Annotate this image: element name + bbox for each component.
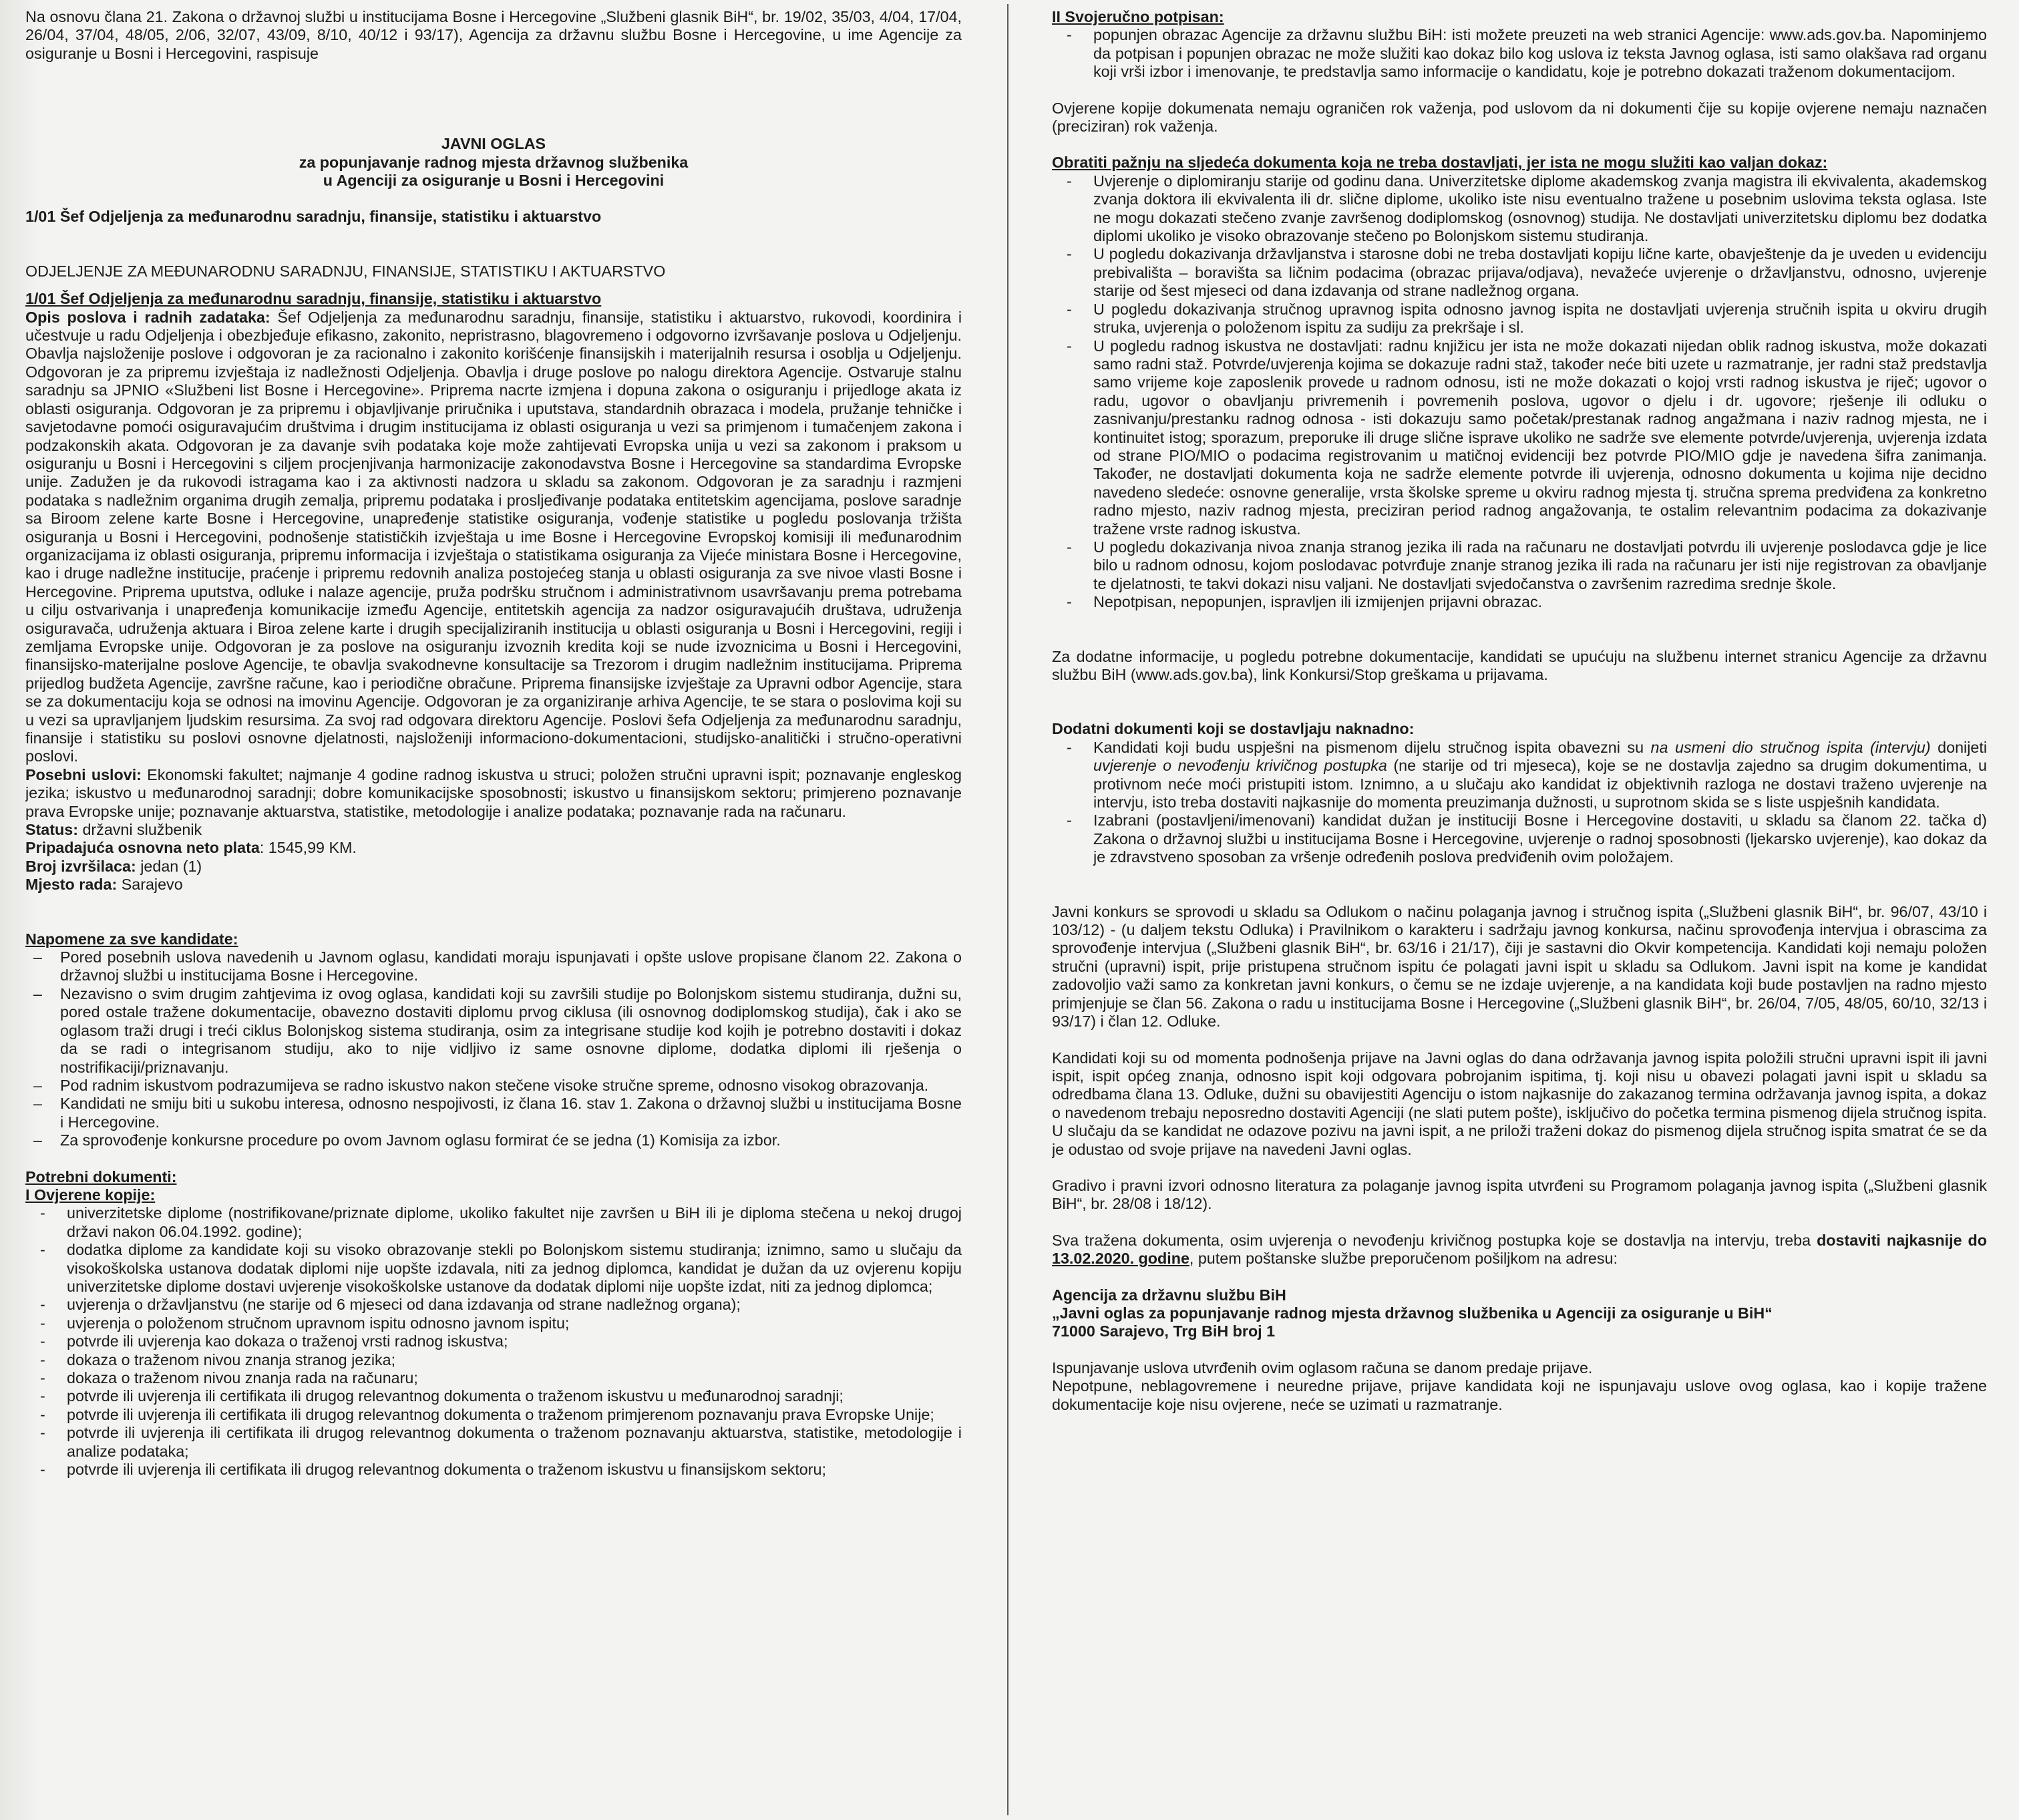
list-item: - uvjerenja o položenom stručnom upravnom ispitu odnosno javnom ispitu;: [25, 1314, 962, 1332]
list-item: - U pogledu dokazivanja stručnog upravnog ispita odnosno javnog ispita ne dostavljati uvjerenja stručnih ispita u okviru drugih struka, uvjerenja o položenom ispitu za sudiju za prekršaje i sl.: [1052, 301, 1987, 337]
status-value: državni službenik: [82, 821, 202, 839]
salary-label: Pripadajuća osnovna neto plata: [25, 839, 260, 857]
text-part: Kandidati koji budu uspješni na pismenom dijelu stručnog ispita obavezni su: [1093, 738, 1651, 756]
workplace-value: Sarajevo: [121, 876, 183, 894]
attention-heading: Obratiti pažnju na sljedeća dokumenta koja ne treba dostavljati, jer ista ne mogu služiti kao valjan dokaz:: [1052, 154, 1828, 172]
public-exam-paragraph: Javni konkurs se sprovodi u skladu sa Odlukom o načinu polaganja javnog i stručnog ispita („Službeni glasnik BiH“, br. 96/07, 43/10 i 103/12) - (u daljem tekstu Odluka) i Pravilnikom o karakteru i sadržaju javnog konkursa, načinu sprovođenja intervjua i obrascima za sprovođenje intervjua („Službeni glasnik BiH“, br. 63/16 i 21/17), čiji je sastavni dio Okvir kompetencija. Kandidati koji nemaju položen stručni (upravni) ispit, prije pristupena stručnom ispitu će polagati javni ispit u skladu sa Odlukom. Javni ispit na kome je kandidat zadovoljio važi samo za konkretan javni konkurs, o čemu se ne izdaje uvjerenje, a na kandidata koji bude postavljen na radno mjesto primjenjuje se član 56. Zakona o radu u institucijama Bosne i Hercegovine („Službeni glasnik BiH“, br. 26/04, 7/05, 48/05, 60/10, 32/13 i 93/17) i član 12. Odluke.: [1052, 902, 1987, 1031]
additional-info: Za dodatne informacije, u pogledu potrebne dokumentacije, kandidati se upućuju na službenu internet stranicu Agencije za državnu službu BiH (www.ads.gov.ba), link Konkursi/Stop greškama u prijavama.: [1052, 647, 1987, 683]
list-item: - potvrde ili uvjerenja ili certifikata ili drugog relevantnog dokumenta o traženom iskustvu u finansijskom sektoru;: [25, 1461, 962, 1479]
list-item: - Nepotpisan, nepopunjen, ispravljen ili izmijenjen prijavni obrazac.: [1052, 593, 1987, 611]
text-part: Sva tražena dokumenta, osim uvjerenja o nevođenju krivičnog postupka koje se dostavlja na intervju, treba: [1052, 1231, 1817, 1249]
salary-value: 1545,99 KM.: [268, 839, 357, 857]
notes-heading: Napomene za sve kandidate:: [25, 930, 238, 948]
announcement-subtitle-1: za popunjavanje radnog mjesta državnog službenika: [299, 153, 689, 171]
special-conditions-label: Posebni uslovi:: [25, 765, 142, 783]
executors-value: jedan (1): [140, 857, 202, 875]
text-part-italic: uvjerenje o nevođenju krivičnog postupka: [1093, 757, 1387, 775]
deadline-bold: dostaviti najkasnije do: [1817, 1231, 1987, 1249]
address-line-3: 71000 Sarajevo, Trg BiH broj 1: [1052, 1322, 1276, 1340]
position-heading: 1/01 Šef Odjeljenja za međunarodnu saradnju, finansije, statistiku i aktuarstvo: [25, 208, 602, 226]
position-subheading: 1/01 Šef Odjeljenja za međunarodnu saradnju, finansije, statistiku i aktuarstvo: [25, 290, 602, 308]
list-item: - potvrde ili uvjerenja kao dokaza o traženoj vrsti radnog iskustva;: [25, 1332, 962, 1350]
list-item: - dokaza o traženom nivou znanja rada na računaru;: [25, 1369, 962, 1387]
certified-copies-heading: I Ovjerene kopije:: [25, 1186, 156, 1204]
list-item: - popunjen obrazac Agencije za državnu službu BiH: isti možete preuzeti na web stranici Agencije: www.ads.gov.ba. Napominjemo da potpisan i popunjen obrazac ne može služiti kao dokaz bilo kog uslova iz teksta Javnog oglasa, isti samo olakšava rad organu koji vrši izbor i imenovanje, te predstavlja samo informacije o kandidatu, koje je potrebno dokazati traženom dokumentacijom.: [1052, 26, 1987, 81]
list-item: – Pod radnim iskustvom podrazumijeva se radno iskustvo nakon stečene visoke stručne spreme, odnosno visokog obrazovanja.: [25, 1077, 962, 1095]
column-divider: [1007, 4, 1008, 1815]
left-column: [25, 8, 962, 1811]
deadline-paragraph: [1052, 1232, 1987, 1268]
list-item: - U pogledu dokazivanja nivoa znanja stranog jezika ili rada na računaru ne dostavljati potvrdu ili uvjerenje poslodavca gdje je lice bilo u radnom odnosu, kojom poslodavac potvrđuje znanje stranog jezika ili rada na računaru jer isti nije registrovan za obavljanje te djelatnosti, te takvi dokazi nisu valjani. Ne dostavljati svjedočanstva o završenim razredima srednje škole.: [1052, 538, 1987, 593]
attention-list: [1052, 172, 1987, 612]
address-line-2: „Javni oglas za popunjavanje radnog mjesta državnog službenika u Agenciji za osiguranje u BiH“: [1052, 1304, 1773, 1322]
text-part: donijeti: [1930, 738, 1987, 756]
status-label: Status:: [25, 821, 78, 839]
list-item: - uvjerenja o državljanstvu (ne starije od 6 mjeseci od dana izdavanja od strane nadležnog organa);: [25, 1296, 962, 1314]
list-item: – Kandidati ne smiju biti u sukobu interesa, odnosno nespojivosti, iz člana 16. stav 1. Zakona o državnoj službi u institucijama Bosne i Hercegovine.: [25, 1095, 962, 1131]
announcement-subtitle-2: u Agenciji za osiguranje u Bosni i Hercegovini: [323, 172, 665, 190]
deadline-date: 13.02.2020. godine: [1052, 1250, 1189, 1268]
list-item: - potvrde ili uvjerenja ili certifikata ili drugog relevantnog dokumenta o traženom poznavanju aktuarstva, statistike, metodologije i analize podataka;: [25, 1424, 962, 1461]
right-column: [1052, 8, 1987, 1811]
executors-line: [25, 858, 962, 876]
duties-text: Šef Odjeljenja za međunarodnu saradnju, finansije, statistiku i aktuarstvo, rukovodi, koordinira i učestvuje u radu Odjeljenja i obezbjeđuje efikasno, zakonito, nepristrasno, blagovremeno i odgovorno izvršavanje poslova u Odjeljenju. Obavlja najsloženije poslove i odgovoran je za racionalno i zakonito korišćenje finansijskih i materijalnih resursa i osoblja u Odjeljenju. Odgovoran je za pripremu izvještaja iz nadležnosti Odjeljenja. Obavlja i druge poslove po nalogu direktora Agencije. Ostvaruje stalnu saradnju sa JPNIO «Službeni list Bosne i Hercegovine». Priprema nacrte izmjena i dopuna zakona o osiguranju i prijedloge akata iz oblasti osiguranja. Odgovoran je za pripremu i objavljivanje priručnika i uputstava, standardnih obrazaca i modela, pružanje tehničke i savjetodavne pomoći osiguravajućim društvima i drugim institucijama iz oblasti osiguranja u vezi sa primjenom i tumačenjem zakona i podzakonskih akata. Odgovoran je za davanje svih podataka koje može zahtijevati Evropska unija u vezi sa zakonom i praksom u osiguranju u Bosni i Hercegovini s ciljem procjenjivanja harmonizacije zakonodavstva Bosne i Hercegovine sa standardima Evropske unije. Zadužen je da rukovodi istragama kao i za aktivnosti nadzora u skladu sa zakonom. Odgovoran je za saradnju i razmjeni podataka s nadležnim organima drugih zemalja, pripremu podataka i prosljeđivanje podataka entitetskim agencijama, poslove saradnje sa Biroom zelene karte Bosne i Hercegovine, unapređenje statistike osiguranja, vođenje statistike u pogledu poslovanja tržišta osiguranja u Bosni i Hercegovini, podnošenje statističkih izvještaja u ime Bosne i Hercegovine Evropskoj komisiji ili međunarodnim organizacijama iz oblasti osiguranja, pripremu informacija i izvještaja o statistikama osiguranja za Vijeće ministara Bosne i Hercegovine, kao i druge nadležne institucije, praćenje i pripremu redovnih analiza postojećeg stanja u oblasti osiguranja za sve nivoe vlasti Bosne i Hercegovine. Priprema uputstva, odluke i nalaze agencije, pruža podršku stručnom i administrativnom usavršavanju prema potrebama u cilju ostvarivanja i unapređenja komunikacije između Agencije, entitetskih agencija za nadzor osiguravajućih društava, udruženja osiguravača, udruženja aktuara i Biroa zelene karte i drugih specijaliziranih institucija u oblasti osiguranja u Bosni i Hercegovini, regiji i zemljama Evropske unije. Odgovoran je za poslove na osiguranju izvoznih kredita koji se nude izvoznicima u Bosni i Hercegovini, finansijsko-materijalne poslove Agencije, te obavlja svakodnevne konsultacije sa Trezorom i drugim nadležnim institucijama. Priprema prijedlog budžeta Agencije, završne račune, kao i periodične obračune. Priprema finansijske izvještaje za Upravni odbor Agencije, stara se za dokumentaciju koja se odnosi na imovinu Agencije. Odgovoran je za organiziranje arhiva Agencije, te se stara o poslovima koji su u vezi sa upravljanjem ljudskim resursima. Za svoj rad odgovara direktoru Agencije. Poslovi šefa Odjeljenja za međunarodnu saradnju, finansije i statistiku su poslovi osnovne djelatnosti, najsloženiji informaciono-dokumentacioni, studijsko-analitički i stručno-operativni poslovi.: [25, 308, 962, 765]
workplace-label: Mjesto rada:: [25, 876, 118, 894]
list-item: - potvrde ili uvjerenja ili certifikata ili drugog relevantnog dokumenta o traženom primjerenom poznavanju prava Evropske Unije;: [25, 1406, 962, 1424]
list-item: – Za sprovođenje konkursne procedure po ovom Javnom oglasu formirat će se jedna (1) Komisija za izbor.: [25, 1131, 962, 1149]
literature-paragraph: Gradivo i pravni izvori odnosno literatura za polaganje javnog ispita utvrđeni su Programom polaganja javnog ispita („Službeni glasnik BiH“, br. 28/08 i 18/12).: [1052, 1176, 1987, 1213]
special-conditions-text: Ekonomski fakultet; najmanje 4 godine radnog iskustva u struci; položen stručni upravni ispit; poznavanje engleskog jezika; iskustvo u međunarodnoj saradnji; dobre komunikacijske sposobnosti; iskustvo u finansijskom sektoru; primjereno poznavanje prava Evropske unije; poznavanje aktuarstva, statistike, metodologije i analize podataka; poznavanje rada na računaru.: [25, 765, 962, 820]
text-part: (ne starije od tri mjeseca), koje se ne dostavlja zajedno sa drugim dokumentima, u protivnom neće moći pristupiti istom. Iznimno, a u slučaju ako kandidat iz objektivnih razloga ne dostavi traženo uvjerenje na intervju, isto treba dostaviti najkasnije do momenta preuzimanja dužnosti, u suprotnom skida se s liste uspješnih kandidata.: [1093, 757, 1987, 811]
exam-candidates-paragraph: Kandidati koji su od momenta podnošenja prijave na Javni oglas do dana održavanja javnog ispita položili stručni upravni ispit ili javni ispit, ispit općeg znanja, odnosno ispit koji odgovara pobrojanim ispitima, tj. koji nisu u obavezi polagati javni ispit u skladu sa odredbama člana 13. Odluke, dužni su obavijestiti Agenciju o istom najkasnije do zakazanog termina održavanja javnog ispita, a dokaz o navedenom trebaju neposredno dostaviti Agenciji (ne slati putem pošte), isključivo do početka termina pismenog dijela stručnog ispita. U slučaju da se kandidat ne odazove pozivu na javni ispit, a ne priloži traženi dokaz do pismenog dijela stručnog ispita smatrat će se da je odustao od svoje prijave na navedeni Javni oglas.: [1052, 1049, 1987, 1158]
closing-2: Nepotpune, neblagovremene i neuredne prijave, prijave kandidata koji ne ispunjavaju uslove ovog oglasa, kao i kopije tražene dokumentacije koje nisu ovjerene, neće se uzimati u razmatranje.: [1052, 1377, 1987, 1413]
list-item: - dokaza o traženom nivou znanja stranog jezika;: [25, 1351, 962, 1369]
list-item: - dodatka diplome za kandidate koji su visoko obrazovanje stekli po Bolonjskom sistemu studiranja; iznimno, samo u slučaju da visokoškolska ustanova dodatak diplomi nije uopšte izdavala, niti za jednog diplomca, kandidat je dužan da uz ovjerenu kopiju univerzitetske diplome dostavi uvjerenje visokoškolske ustanove da dodatak diplomi nije uopšte izdat, niti za jednog diplomca;: [25, 1241, 962, 1296]
list-item: - U pogledu dokazivanja državljanstva i starosne dobi ne treba dostavljati kopiju lične karte, obavještenje da je uveden u evidenciju prebivališta – boravišta sa ličnim podacima (obrazac prijava/odjava), nevažeće uvjerenje o državljanstvu, odnosno, uvjerenje starije od šest mjeseci od dana izdavanja od strane nadležnog organa.: [1052, 245, 1987, 300]
list-item: [1052, 739, 1987, 812]
duties-label: Opis poslova i radnih zadataka:: [25, 308, 270, 326]
closing-1: Ispunjavanje uslova utvrđenih ovim oglasom računa se danom predaje prijave.: [1052, 1358, 1593, 1377]
announcement-title: JAVNI OGLAS: [441, 135, 546, 153]
workplace-line: [25, 876, 962, 894]
intro-paragraph: Na osnovu člana 21. Zakona o državnoj službi u institucijama Bosne i Hercegovine „Službeni glasnik BiH“, br. 19/02, 35/03, 4/04, 17/04, 26/04, 37/04, 48/05, 2/06, 32/07, 43/09, 8/10, 40/12 i 93/17), Agencija za državnu službu Bosne i Hercegovine, u ime Agencije za osiguranje u Bosni i Hercegovini, raspisuje: [25, 8, 962, 62]
later-docs-list: [1052, 739, 1987, 867]
list-item: - Uvjerenje o diplomiranju starije od godinu dana. Univerzitetske diplome akademskog zvanja magistra ili ekvivalenta, akademskog zvanja doktora ili ekvivalenta ili dr. slične diplome, ukoliko iste nisu eventualno tražene u posebnim uslovima teksta oglasa. Iste ne mogu dokazati stečeno zvanje završenog dodiplomskog (osnovnog) studija. Ne dostavljati univerzitetsku diplomu bez dodatka diplomi ukoliko je visoko obrazovanje stečeno po Bolonjskom sistemu studiranja.: [1052, 172, 1987, 246]
special-conditions: [25, 766, 962, 821]
text-part: , putem poštanske službe preporučenom pošiljkom na adresu:: [1189, 1250, 1618, 1268]
status-line: [25, 821, 962, 839]
department-heading: ODJELJENJE ZA MEĐUNARODNU SARADNJU, FINANSIJE, STATISTIKU I AKTUARSTVO: [25, 262, 666, 280]
certified-validity: Ovjerene kopije dokumenata nemaju ograničen rok važenja, pod uslovom da ni dokumenti čije su kopije ovjerene nemaju naznačen (preciziran) rok važenja.: [1052, 99, 1987, 136]
duties-paragraph: [25, 309, 962, 766]
list-item: - potvrde ili uvjerenja ili certifikata ili drugog relevantnog dokumenta o traženom iskustvu u međunarodnoj saradnji;: [25, 1387, 962, 1405]
list-item: – Nezavisno o svim drugim zahtjevima iz ovog oglasa, kandidati koji su završili studije po Bolonjskom sistemu studiranja, dužni su, pored ostale tražene dokumentacije, obavezno dostaviti diplomu prvog ciklusa (ili osnovnog dodiplomskog studija), čak i ako se oglasom traži drugi i treći ciklus Bolonjskog sistema studiranja, osim za integrisane studije kod kojih je potrebno dostaviti i dokaz da se radi o integrisanom studiju, ako to nije vidljivo iz same osnovne diplome, dodatka diplomi ili rješenja o nostrifikaciji/priznavanju.: [25, 985, 962, 1077]
signed-list: [1052, 26, 1987, 81]
later-docs-heading: Dodatni dokumenti koji se dostavljaju naknadno:: [1052, 720, 1415, 738]
salary-line: Pripadajuća osnovna neto plata: 1545,99 KM.: [25, 839, 357, 857]
list-item: – Pored posebnih uslova navedenih u Javnom oglasu, kandidati moraju ispunjavati i opšte uslove propisane članom 22. Zakona o državnoj službi u institucijama Bosne i Hercegovine.: [25, 948, 962, 985]
list-item: - U pogledu radnog iskustva ne dostavljati: radnu knjižicu jer ista ne može dokazati nijedan oblik radnog iskustva, može dokazati samo radni staž. Potvrde/uvjerenja kojima se dokazuje radni staž, također neće biti uzete u razmatranje, jer radni staž predstavlja samo vrijeme koje zaposlenik provede u radnom odnosu, isti ne može dokazati o kojoj vrsti radnog iskustva je riječ; ugovor o radu, ugovor o obavljanju privremenih i povremenih poslova, ugovor o djelu i dr. ugovore; rješenje ili odluku o zasnivanju/prestanku radnog odnosa - isti dokazuju samo početak/prestanak radnog angažmana i naziv radnog mjesta, ne i kontinuitet istog; sporazum, preporuke ili druge slične isprave ukoliko ne sadrže sve elemente potvrde/uvjerenja, uvjerenja izdata od strane PIO/MIO o podacima registrovanim u matičnoj evidenciji bez potvrde PIO/MIO gdje je navedena šifra zanimanja. Također, ne dostavljati dokumenta koja ne sadrže elemente potvrde ili uvjerenja, odnosno dokumenta u kojima nije decidno navedeno sledeće: osnovne generalije, vrsta školske spreme u okviru radnog mjesta tj. stručna sprema predviđena za konkretno radno mjesto, naziv radnog mjesta, preciziran period radnog angažovanja, te ostalim relevantnim podacima za dokazivanje tražene vrste radnog iskustva.: [1052, 337, 1987, 538]
documents-list: [25, 1204, 962, 1479]
list-item: - Izabrani (postavljeni/imenovani) kandidat dužan je instituciji Bosne i Hercegovine dostaviti, u skladu sa članom 22. tačka d) Zakona o državnoj službi u institucijama Bosne i Hercegovine, uvjerenje o radnoj sposobnosti (ljekarsko uvjerenje), kao dokaz da je zdravstveno sposoban za vršenje određenih poslova predviđenih ovim položajem.: [1052, 811, 1987, 866]
executors-label: Broj izvršilaca:: [25, 857, 136, 875]
documents-heading: Potrebni dokumenti:: [25, 1167, 177, 1186]
list-item: - univerzitetske diplome (nostrifikovane/priznate diplome, ukoliko fakultet nije završen u BiH ili je diploma stečena u nekoj drugoj državi nakon 06.04.1992. godine);: [25, 1204, 962, 1241]
address-line-1: Agencija za državnu službu BiH: [1052, 1286, 1286, 1304]
signed-heading: II Svojeručno potpisan:: [1052, 8, 1224, 25]
text-part-italic: na usmeni dio stručnog ispita (intervju): [1650, 738, 1931, 756]
notes-list: [25, 948, 962, 1149]
